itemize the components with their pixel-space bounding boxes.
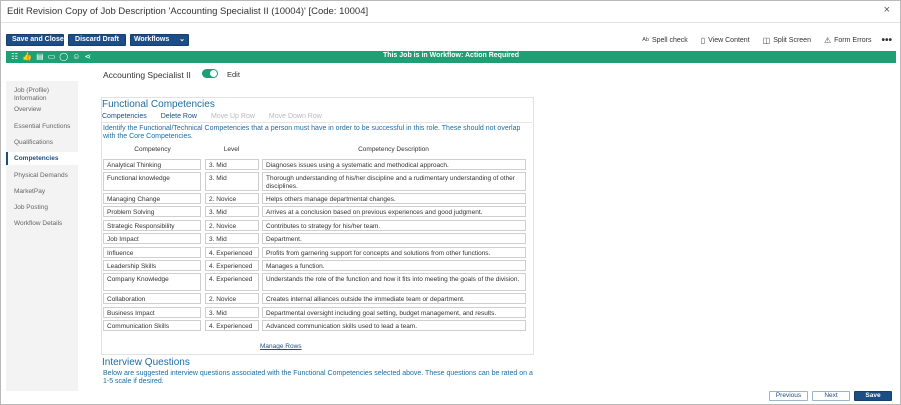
document-icon: ▯ (700, 35, 706, 45)
competency-cell[interactable]: Analytical Thinking (103, 159, 201, 170)
tab-divider (102, 122, 532, 123)
sidebar-item-competencies[interactable]: Competencies (6, 152, 78, 165)
chevron-down-icon: ⌄ (179, 36, 186, 43)
competency-cell[interactable]: Job Impact (103, 233, 201, 244)
sidebar-item-job-posting[interactable]: Job Posting (14, 204, 48, 211)
spell-check-label: Spell check (651, 36, 688, 44)
settings-sliders-icon[interactable]: ☷ (11, 52, 19, 61)
job-name: Accounting Specialist II (103, 70, 191, 80)
spell-check-button[interactable] (642, 36, 687, 45)
interview-questions-title: Interview Questions (102, 357, 190, 368)
sidebar-item-physical-demands[interactable]: Physical Demands (14, 172, 68, 179)
column-header-level: Level (223, 146, 240, 153)
competency-cell[interactable]: Business Impact (103, 307, 201, 318)
sidebar-item-job-profile-information[interactable]: Job (Profile) Information (14, 87, 50, 102)
spell-check-icon: ᴬᵇ (642, 35, 649, 45)
share-icon[interactable]: ⋖ (84, 52, 92, 61)
level-cell[interactable]: 4. Experienced (205, 260, 259, 271)
description-cell[interactable]: Profits from garnering support for concepts and solutions from other functions. (262, 247, 526, 258)
next-button[interactable]: Next (812, 391, 850, 401)
thumbs-up-icon[interactable]: 👍 (22, 52, 33, 61)
warning-icon: ⚠ (823, 35, 832, 45)
level-cell[interactable]: 2. Novice (205, 293, 259, 304)
edit-toggle[interactable] (202, 69, 218, 78)
competency-cell[interactable]: Strategic Responsibility (103, 220, 201, 231)
workflows-label: Workflows (133, 36, 170, 43)
sidebar-item-marketpay[interactable]: MarketPay (14, 188, 46, 195)
move-up-row-button[interactable]: Move Up Row (210, 113, 255, 120)
level-cell[interactable]: 3. Mid (205, 172, 259, 191)
discard-draft-button[interactable]: Discard Draft (68, 34, 126, 46)
description-cell[interactable]: Contributes to strategy for his/her team. (262, 220, 526, 231)
previous-button[interactable]: Previous (769, 391, 808, 401)
tab-competencies[interactable]: Competencies (102, 113, 147, 120)
level-cell[interactable]: 4. Experienced (205, 247, 259, 258)
sidebar (6, 81, 78, 391)
level-cell[interactable]: 3. Mid (205, 159, 259, 170)
move-down-row-button[interactable]: Move Down Row (268, 113, 322, 120)
level-cell[interactable]: 4. Experienced (205, 273, 259, 291)
title-bar (1, 1, 900, 23)
window-title: Edit Revision Copy of Job Description 'Accounting Specialist II (10004)' [Code: 10004] (7, 6, 369, 17)
more-options-icon[interactable]: ••• (881, 34, 892, 46)
competency-cell[interactable]: Problem Solving (103, 206, 201, 217)
description-cell[interactable]: Diagnoses issues using a systematic and methodical approach. (262, 159, 526, 170)
description-cell[interactable]: Understands the role of the function and how it fits into meeting the goals of the division. (262, 273, 526, 291)
description-cell[interactable]: Arrives at a conclusion based on previous experiences and good judgment. (262, 206, 526, 217)
workflow-message: This Job is in Workflow: Action Required (382, 52, 520, 59)
description-cell[interactable]: Helps others manage departmental changes. (262, 193, 526, 204)
competency-cell[interactable]: Influence (103, 247, 201, 258)
level-cell[interactable]: 4. Experienced (205, 320, 259, 331)
view-content-label: View Content (708, 36, 750, 44)
sidebar-item-workflow-details[interactable]: Workflow Details (14, 220, 63, 227)
competency-cell[interactable]: Communication Skills (103, 320, 201, 331)
form-errors-label: Form Errors (834, 36, 872, 44)
competency-instructions: Identify the Functional/Technical Competencies that a person must have in order to be successful in this role. These should not overlap with the Core Competencies. (103, 125, 521, 140)
description-cell[interactable]: Departmental oversight including goal setting, budget management, and results. (262, 307, 526, 318)
edit-label: Edit (227, 70, 240, 79)
column-header-description: Competency Description (358, 146, 429, 153)
competency-tabs (102, 112, 336, 122)
competency-cell[interactable]: Functional knowledge (103, 172, 201, 191)
workflows-dropdown[interactable] (130, 34, 189, 46)
split-screen-button[interactable] (763, 36, 811, 45)
workflow-status-bar (6, 51, 896, 63)
competency-cell[interactable]: Company Knowledge (103, 273, 201, 291)
description-cell[interactable]: Advanced communication skills used to lead a team. (262, 320, 526, 331)
sidebar-item-overview[interactable]: Overview (14, 106, 42, 113)
form-errors-button[interactable] (824, 36, 872, 45)
delete-row-button[interactable]: Delete Row (160, 113, 197, 120)
add-user-icon[interactable]: ☺ (72, 52, 81, 61)
competency-cell[interactable]: Managing Change (103, 193, 201, 204)
toolbar (1, 31, 900, 47)
column-header-competency: Competency (134, 146, 171, 153)
manage-rows-link[interactable]: Manage Rows (260, 343, 302, 350)
close-icon[interactable]: × (883, 4, 890, 16)
level-cell[interactable]: 2. Novice (205, 220, 259, 231)
description-cell[interactable]: Manages a function. (262, 260, 526, 271)
sidebar-item-qualifications[interactable]: Qualifications (14, 139, 54, 146)
description-cell[interactable]: Creates internal alliances outside the immediate team or department. (262, 293, 526, 304)
chat-icon[interactable]: ◯ (59, 52, 69, 61)
sidebar-item-essential-functions[interactable]: Essential Functions (14, 123, 71, 130)
view-content-button[interactable] (701, 36, 750, 45)
competency-cell[interactable]: Collaboration (103, 293, 201, 304)
comment-icon[interactable]: ▭ (47, 52, 56, 61)
document-icon[interactable]: ▤ (36, 52, 44, 61)
save-button[interactable]: Save (854, 391, 892, 401)
level-cell[interactable]: 3. Mid (205, 206, 259, 217)
functional-competencies-title: Functional Competencies (102, 99, 215, 110)
level-cell[interactable]: 3. Mid (205, 233, 259, 244)
description-cell[interactable]: Thorough understanding of his/her discipline and a rudimentary understanding of other disciplines. (262, 172, 526, 191)
level-cell[interactable]: 2. Novice (205, 193, 259, 204)
right-toolbar (629, 34, 892, 46)
level-cell[interactable]: 3. Mid (205, 307, 259, 318)
interview-questions-text: Below are suggested interview questions associated with the Functional Competencies selected above. These questions can be rated on a 1-5 scale if desired. (103, 370, 533, 385)
description-cell[interactable]: Department. (262, 233, 526, 244)
competency-cell[interactable]: Leadership Skills (103, 260, 201, 271)
save-and-close-button[interactable]: Save and Close (6, 34, 64, 46)
split-screen-label: Split Screen (773, 36, 811, 44)
split-screen-icon: ◫ (762, 35, 771, 45)
